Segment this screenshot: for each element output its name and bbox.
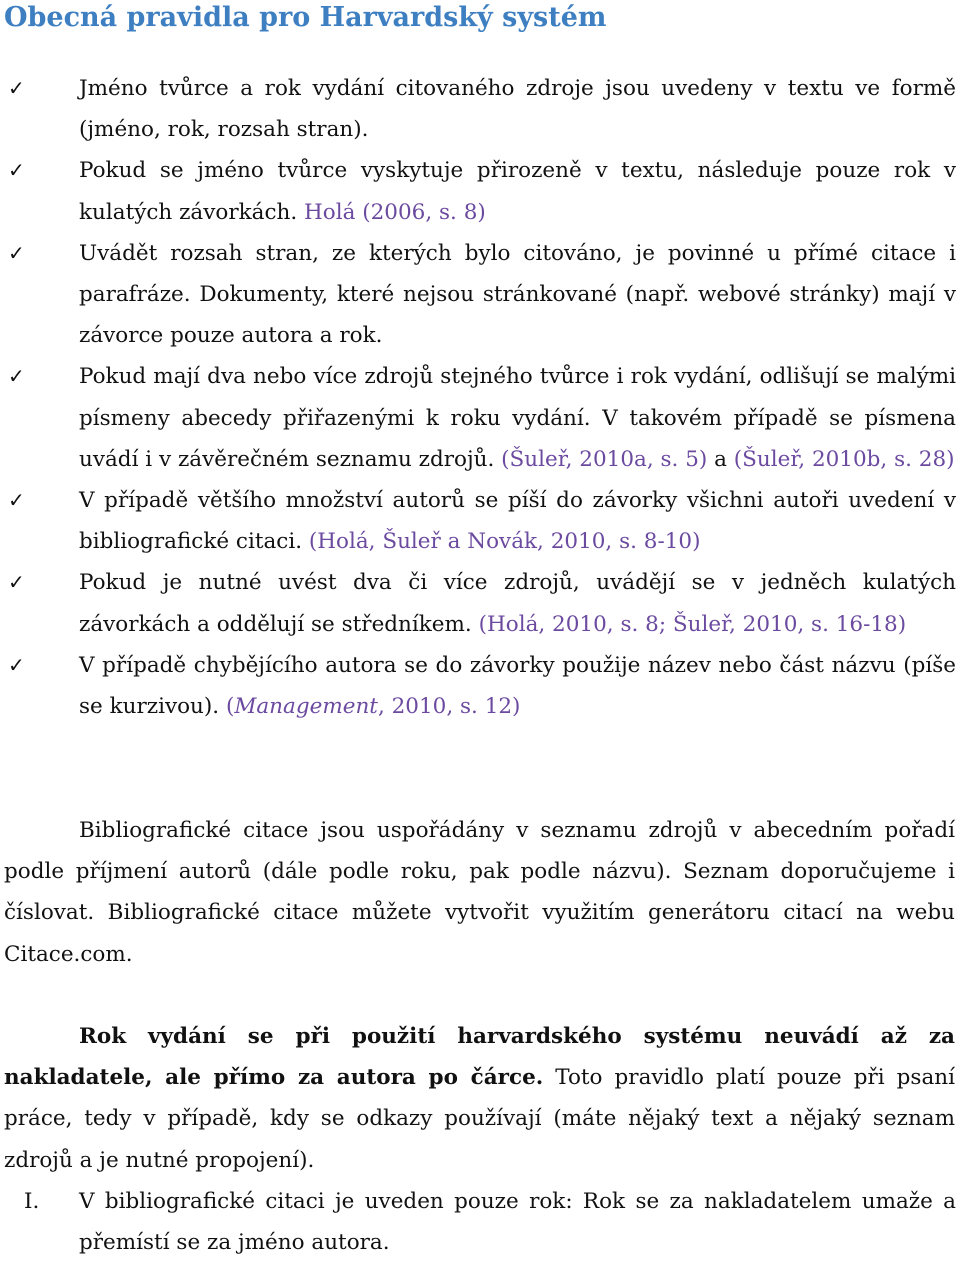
citation-joiner: a: [714, 446, 727, 472]
check-mark-icon: ✓: [8, 240, 25, 265]
citation-example: (Holá, 2010, s. 8; Šuleř, 2010, s. 16-18): [478, 611, 907, 637]
citation-example: [226, 694, 521, 719]
citation-title-italic: Management: [234, 694, 378, 720]
numbered-item-text: V bibliografické citaci je uveden pouze rok: Rok se za nakladatelem umaže a přemístí se za jméno autora.: [79, 1189, 956, 1256]
rule-text: Jméno tvůrce a rok vydání citovaného zdroje jsou uvedeny v textu ve formě (jméno, rok, rozsah stran).: [79, 76, 956, 143]
check-mark-icon: ✓: [8, 158, 25, 183]
roman-numeral-marker: I.: [24, 1189, 40, 1214]
rule-text: Pokud je nutné uvést dva či více zdrojů, uvádějí se v jedněch kulatých závorkách a oddělují se středníkem.: [79, 570, 956, 637]
numbered-list: [0, 1181, 960, 1263]
rule-text: Pokud se jméno tvůrce vyskytuje přirozeně v textu, následuje pouze rok v kulatých závorkách.: [79, 158, 956, 225]
check-mark-icon: ✓: [8, 364, 25, 389]
rule-text: Pokud mají dva nebo více zdrojů stejného tvůrce i rok vydání, odlišují se malými písmeny abecedy přiřazenými k roku vydání. V takovém případě se písmena uvádí i v závěrečném seznamu zdrojů.: [79, 364, 956, 472]
numbered-item: [0, 1181, 960, 1263]
rule-text: V případě většího množství autorů se píší do závorky všichni autoři uvedení v bibliografické citaci.: [79, 488, 956, 555]
rule-item: [0, 480, 960, 562]
check-mark-icon: ✓: [8, 76, 25, 100]
rule-text: Uvádět rozsah stran, ze kterých bylo citováno, je povinné u přímé citace i parafráze. Dokumenty, které nejsou stránkované (např. webové stránky) mají v závorce pouze autora a rok.: [79, 240, 956, 349]
check-mark-icon: ✓: [8, 570, 25, 595]
citation-rest: , 2010, s. 12): [377, 694, 521, 720]
rule-item: [0, 356, 960, 480]
rule-item: [0, 562, 960, 644]
bold-rule-text: Rok vydání se při použití harvardského systému neuvádí až za nakladatele, ale přímo za autora po čárce.: [4, 1024, 955, 1091]
rules-list: [0, 68, 960, 727]
citation-open: (: [225, 694, 235, 720]
citation-example: (Holá, Šuleř a Novák, 2010, s. 8-10): [308, 529, 701, 555]
rule-item: [0, 233, 960, 357]
check-mark-icon: ✓: [8, 652, 25, 677]
rule-item: [0, 68, 960, 150]
paragraph-text: Toto pravidlo platí pouze při psaní práce, tedy v případě, kdy se odkazy používají (máte nějaký text a nějaký seznam zdrojů a je nutné propojení).: [4, 1065, 955, 1173]
section-heading: Obecná pravidla pro Harvardský systém: [4, 2, 607, 33]
year-placement-paragraph: [4, 1016, 955, 1181]
ordering-paragraph: Bibliografické citace jsou uspořádány v seznamu zdrojů v abecedním pořadí podle příjmení autorů (dále podle roku, pak podle názvu). Seznam doporučujeme i číslovat. Bibliografické citace můžete vytvořit využitím generátoru citací na webu Citace.com.: [4, 818, 955, 967]
rule-text: V případě chybějícího autora se do závorky použije název nebo část názvu (píše se kurzivou).: [79, 652, 956, 720]
rule-item: [0, 645, 960, 727]
rule-item: [0, 150, 960, 232]
citation-example: (Šuleř, 2010b, s. 28): [733, 446, 955, 472]
citation-example: (Šuleř, 2010a, s. 5): [501, 446, 708, 472]
check-mark-icon: ✓: [8, 488, 25, 513]
citation-example: Holá (2006, s. 8): [304, 199, 486, 225]
